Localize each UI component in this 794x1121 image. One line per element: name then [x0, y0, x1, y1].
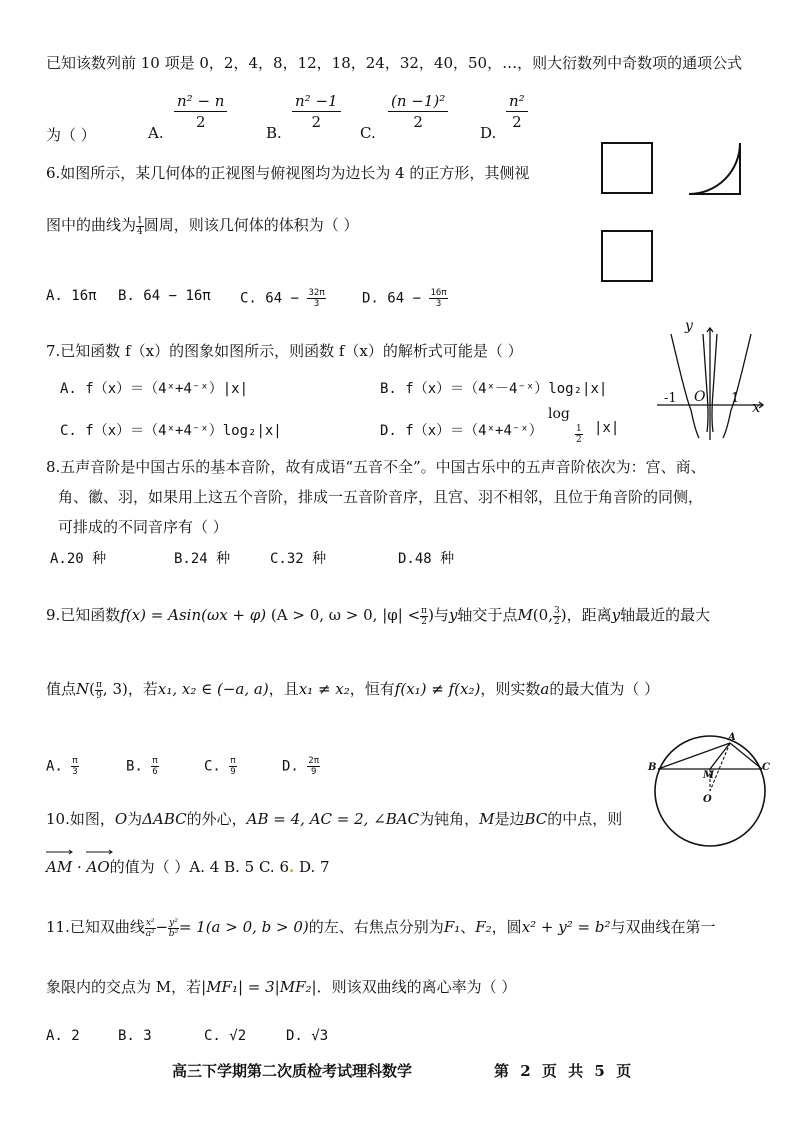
q8-option-c: C.32 种 [270, 551, 327, 567]
q6-option-a: A. 16π [46, 288, 97, 304]
q10-figure-label-m: M [703, 770, 715, 781]
q5-option-c-label: C. [360, 124, 376, 142]
q10-figure-label-o: O [703, 794, 712, 805]
q7-graph-left-tick: -1 [664, 391, 677, 406]
q10-figure-label-c: C [762, 762, 770, 773]
q11-option-a: A. 2 [46, 1028, 80, 1044]
q9-option-d: D. $\frac{2\pi}{9}$ [282, 756, 320, 777]
q8-stem-line2: 角、徽、羽，如果用上这五个音阶，排成一五音阶音序，且宫、羽不相邻，且位于角音阶的同侧， [58, 488, 704, 506]
q7-option-c: C. f（x）＝（4ˣ+4⁻ˣ）log₂|x| [60, 423, 282, 439]
q7-graph-x-label: x [752, 398, 761, 416]
q10-circumcircle-figure [654, 735, 766, 847]
q7-option-d: D. f（x）＝（4ˣ+4⁻ˣ） [380, 423, 543, 439]
q6-front-view-square [601, 142, 653, 194]
q5-option-d-fraction: $\frac{\text{n²}}{2}$ [506, 92, 528, 131]
q5-stem-line1: 已知该数列前 10 项是 0，2，4，8，12，18，24，32，40，50，…，则大衍数列中奇数项的通项公式 [46, 54, 743, 72]
q6-option-c: C. 64 − $\frac{32\pi}{3}$ [240, 288, 325, 309]
q5-option-d-label: D. [480, 124, 497, 142]
q11-option-b: B. 3 [118, 1028, 152, 1044]
q10-vector-arrows [46, 849, 138, 855]
q9-option-b: B. $\frac{\pi}{6}$ [126, 756, 158, 777]
q7-graph-y-label: y [685, 318, 693, 334]
q7-option-d-log-base: $\frac{1}{2}$ [576, 424, 582, 445]
q5-option-a-label: A. [148, 124, 164, 142]
q9-stem-line2: 值点N( $\frac{\pi}{9}$ , 3)，若x₁, x₂ ∈ (−a, a)，且x₁ ≠ x₂，恒有f(x₁) ≠ f(x₂)，则实数a的最大值为（ ） [46, 679, 660, 701]
q6-option-d: D. 64 − $\frac{16\pi}{3}$ [362, 288, 447, 309]
q7-stem: 7.已知函数 f（x）的图象如图所示，则函数 f（x）的解析式可能是（ ） [46, 342, 523, 360]
q8-option-d: D.48 种 [398, 551, 455, 567]
q5-option-a-fraction: $\frac{\text{n² − n}}{2}$ [174, 92, 227, 131]
q10-figure-label-a: A [728, 732, 736, 743]
q11-option-d: D. √3 [286, 1028, 329, 1044]
q5-option-b-fraction: $\frac{\text{n² −1}}{2}$ [292, 92, 341, 131]
q5-stem-line2: 为（ ） [46, 126, 96, 144]
q8-option-b: B.24 种 [174, 551, 231, 567]
q7-graph-origin-label: O [694, 389, 706, 405]
q8-option-a: A.20 种 [50, 551, 107, 567]
q10-figure-label-b: B [648, 762, 657, 773]
footer-page-info: 第 2 页 共 5 页 [494, 1062, 632, 1080]
q9-stem-line1: 9.已知函数f(x) = Asin(ωx + φ) (A > 0, ω > 0, |φ| < $\frac{\pi}{2}$ )与y轴交于点M(0, $\frac{3}{2}$ )，距离y轴最近的最大 [46, 605, 711, 627]
q5-option-b-label: B. [266, 124, 282, 142]
q11-stem-line2: 象限内的交点为 M，若|MF₁| = 3|MF₂|．则该双曲线的离心率为（ ） [46, 978, 517, 996]
q6-option-b: B. 64 − 16π [118, 288, 211, 304]
q11-stem-line1: 11.已知双曲线 $\frac{\text{x²}}{\text{a²}}$ − $\frac{\text{y²}}{\text{b²}}$ = 1(a > 0, b > 0)的左、右焦点分别为F₁、F₂，圆x² + y² = b²与双曲线在第一 [46, 917, 716, 939]
q7-option-d-log: log [548, 406, 570, 422]
q7-function-graph [655, 322, 770, 442]
q7-option-b: B. f（x）＝（4ˣ－4⁻ˣ）log₂|x| [380, 381, 608, 397]
q7-option-a: A. f（x）＝（4ˣ+4⁻ˣ）|x| [60, 381, 249, 397]
q5-option-c-fraction: $\frac{\text{(n −1)²}}{2}$ [388, 92, 448, 131]
q10-stem-line2: AM · AO的值为（ ）A. 4 B. 5 C. 6. D. 7 [46, 858, 330, 876]
q8-stem-line3: 可排成的不同音序有（ ） [58, 518, 228, 536]
q10-stem-line1: 10.如图，O为ΔABC的外心，AB = 4, AC = 2, ∠BAC为钝角，M是边BC的中点，则 [46, 810, 623, 828]
q9-option-a: A. $\frac{\pi}{3}$ [46, 756, 78, 777]
q9-option-c: C. $\frac{\pi}{9}$ [204, 756, 236, 777]
q8-stem-line1: 8.五声音阶是中国古乐的基本音阶，故有成语“五音不全”。中国古乐中的五声音阶依次为：宫、商、 [46, 458, 706, 476]
q6-stem-line2: 图中的曲线为 $\frac{1}{4}$ 圆周，则该几何体的体积为（ ） [46, 215, 359, 237]
q6-quarter-fraction: $\frac{1}{4}$ [137, 215, 143, 237]
q6-stem-line1: 6.如图所示，某几何体的正视图与俯视图均为边长为 4 的正方形，其侧视 [46, 164, 530, 182]
q6-top-view-square [601, 230, 653, 282]
q7-option-d-tail: |x| [594, 420, 620, 436]
q6-side-view-figure [688, 142, 742, 196]
q7-graph-right-tick: 1 [731, 391, 740, 406]
q11-option-c: C. √2 [204, 1028, 247, 1044]
footer-title: 高三下学期第二次质检考试理科数学 [172, 1062, 413, 1080]
